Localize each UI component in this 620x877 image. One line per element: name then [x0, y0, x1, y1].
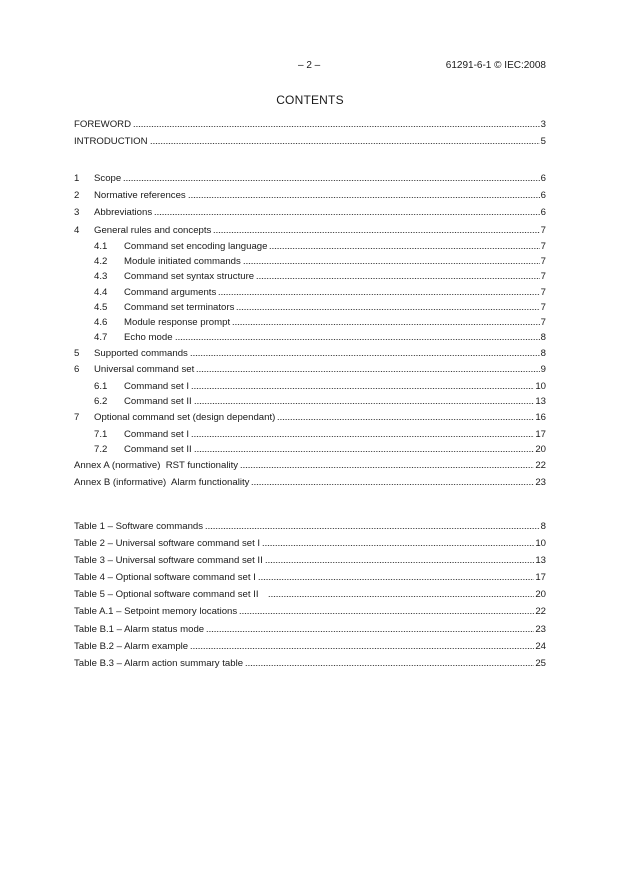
toc-page: 5 [540, 136, 546, 147]
dot-leader [190, 354, 540, 357]
toc-label: Echo mode [124, 332, 173, 343]
dot-leader [194, 450, 535, 453]
toc-label: FOREWORD [74, 119, 132, 130]
toc-entry-table[interactable] [74, 571, 546, 584]
dot-leader [154, 213, 540, 216]
toc-number: 1 [74, 173, 80, 184]
toc-number: 6.2 [94, 396, 108, 407]
toc-page: 7 [540, 302, 546, 313]
toc-label: Command arguments [124, 287, 217, 298]
toc-label: Module initiated commands [124, 256, 241, 267]
toc-page: 8 [540, 332, 546, 343]
toc-label: Abbreviations [94, 207, 153, 218]
toc-label: Table 3 – Universal software command set II [74, 555, 263, 566]
toc-number: 4.5 [94, 302, 108, 313]
toc-number: 4.1 [94, 241, 108, 252]
toc-entry-table[interactable] [74, 657, 546, 670]
toc-label: Normative references [94, 190, 186, 201]
toc-label: Command set I [124, 429, 190, 440]
toc-number: 4.7 [94, 332, 108, 343]
toc-entry-table[interactable] [74, 623, 546, 636]
toc-label: Command set I [124, 381, 190, 392]
toc-number: 7.1 [94, 429, 108, 440]
toc-entry-section[interactable] [74, 363, 546, 376]
toc-label: General rules and concepts [94, 225, 212, 236]
toc-entry-table[interactable] [74, 640, 546, 653]
toc-entry-subsection[interactable] [74, 395, 546, 408]
toc-entry-section[interactable] [74, 172, 546, 185]
toc-entry-subsection[interactable] [74, 380, 546, 393]
toc-entry-subsection[interactable] [74, 443, 546, 456]
dot-leader [243, 262, 540, 265]
toc-number: 7 [74, 412, 80, 423]
toc-page: 7 [540, 225, 546, 236]
dot-leader [245, 664, 534, 667]
document-reference: 61291-6-1 © IEC:2008 [445, 60, 546, 71]
toc-label: Annex A (normative) RST functionality [74, 460, 239, 471]
toc-entry-subsection[interactable] [74, 316, 546, 329]
toc-page: 3 [540, 119, 546, 130]
toc-page: 7 [540, 317, 546, 328]
dot-leader [194, 402, 535, 405]
dot-leader [236, 308, 539, 311]
toc-page: 20 [535, 444, 546, 455]
dot-leader [175, 338, 540, 341]
toc-page: 6 [540, 190, 546, 201]
toc-number: 6 [74, 364, 80, 375]
toc-entry-section[interactable] [74, 189, 546, 202]
toc-label: Command set II [124, 396, 192, 407]
toc-label: Table 4 – Optional software command set I [74, 572, 256, 583]
toc-number: 6.1 [94, 381, 108, 392]
toc-entry-subsection[interactable] [74, 240, 546, 253]
toc-page: 24 [535, 641, 546, 652]
toc-page: 7 [540, 287, 546, 298]
toc-page: 22 [535, 606, 546, 617]
toc-label: Command set terminators [124, 302, 235, 313]
dot-leader [123, 179, 539, 182]
toc-label: Table 2 – Universal software command set I [74, 538, 261, 549]
toc-entry-table[interactable] [74, 554, 546, 567]
dot-leader [268, 595, 535, 598]
dot-leader [150, 142, 540, 145]
dot-leader [239, 612, 534, 615]
toc-label: Optional command set (design dependant) [94, 412, 276, 423]
toc-number: 4 [74, 225, 80, 236]
toc-label: Command set syntax structure [124, 271, 255, 282]
dot-leader [190, 647, 534, 650]
toc-entry-section[interactable] [74, 224, 546, 237]
toc-label: Table A.1 – Setpoint memory locations [74, 606, 238, 617]
toc-entry-introduction[interactable] [74, 135, 546, 148]
toc-page: 10 [535, 538, 546, 549]
toc-page: 7 [540, 241, 546, 252]
page-number: – 2 – [298, 60, 321, 71]
toc-page: 20 [535, 589, 546, 600]
toc-entry-table[interactable] [74, 605, 546, 618]
dot-leader [262, 544, 534, 547]
dot-leader [205, 527, 540, 530]
toc-number: 7.2 [94, 444, 108, 455]
dot-leader [258, 578, 534, 581]
dot-leader [277, 418, 534, 421]
dot-leader [213, 231, 539, 234]
toc-label: Table B.2 – Alarm example [74, 641, 189, 652]
toc-label: Command set encoding language [124, 241, 268, 252]
contents-title: CONTENTS [276, 93, 344, 107]
toc-label: INTRODUCTION [74, 136, 148, 147]
toc-label: Supported commands [94, 348, 188, 359]
dot-leader [240, 466, 534, 469]
toc-entry-subsection[interactable] [74, 255, 546, 268]
toc-label: Table B.3 – Alarm action summary table [74, 658, 244, 669]
dot-leader [218, 293, 539, 296]
toc-page: 25 [535, 658, 546, 669]
dot-leader [191, 435, 534, 438]
toc-number: 4.3 [94, 271, 108, 282]
toc-entry-subsection[interactable] [74, 428, 546, 441]
toc-entry-annex-b[interactable] [74, 476, 546, 489]
dot-leader [188, 196, 540, 199]
toc-entry-section[interactable] [74, 206, 546, 219]
toc-page: 6 [540, 173, 546, 184]
dot-leader [269, 247, 539, 250]
toc-page: 23 [535, 477, 546, 488]
dot-leader [191, 387, 534, 390]
toc-entry-table[interactable] [74, 588, 546, 601]
toc-number: 4.4 [94, 287, 108, 298]
toc-entry-subsection[interactable] [74, 331, 546, 344]
toc-entry-subsection[interactable] [74, 301, 546, 314]
dot-leader [133, 125, 540, 128]
toc-page: 22 [535, 460, 546, 471]
toc-page: 17 [535, 429, 546, 440]
toc-label: Scope [94, 173, 122, 184]
toc-entry-subsection[interactable] [74, 286, 546, 299]
dot-leader [232, 323, 540, 326]
toc-number: 2 [74, 190, 80, 201]
toc-page: 7 [540, 271, 546, 282]
toc-page: 8 [540, 348, 546, 359]
dot-leader [206, 630, 534, 633]
toc-entry-table[interactable] [74, 537, 546, 550]
toc-entry-annex-a[interactable] [74, 459, 546, 472]
dot-leader [251, 483, 534, 486]
dot-leader [256, 277, 540, 280]
toc-label: Command set II [124, 444, 192, 455]
toc-number: 3 [74, 207, 80, 218]
toc-page: 6 [540, 207, 546, 218]
toc-label: Universal command set [94, 364, 195, 375]
toc-label: Module response prompt [124, 317, 231, 328]
toc-label: Table 5 – Optional software command set II [74, 589, 259, 600]
toc-number: 4.6 [94, 317, 108, 328]
toc-page: 8 [540, 521, 546, 532]
dot-leader [265, 561, 535, 564]
toc-page: 23 [535, 624, 546, 635]
toc-page: 10 [535, 381, 546, 392]
toc-entry-foreword[interactable] [74, 118, 546, 131]
toc-page: 13 [535, 555, 546, 566]
toc-label: Table B.1 – Alarm status mode [74, 624, 205, 635]
toc-entry-table[interactable] [74, 520, 546, 533]
toc-entry-subsection[interactable] [74, 270, 546, 283]
toc-page: 9 [540, 364, 546, 375]
toc-entry-section[interactable] [74, 411, 546, 424]
toc-page: 16 [535, 412, 546, 423]
page-header [74, 60, 546, 74]
toc-label: Table 1 – Software commands [74, 521, 204, 532]
toc-page: 13 [535, 396, 546, 407]
toc-page: 7 [540, 256, 546, 267]
toc-number: 5 [74, 348, 80, 359]
toc-number: 4.2 [94, 256, 108, 267]
toc-entry-section[interactable] [74, 347, 546, 360]
dot-leader [196, 370, 539, 373]
toc-label: Annex B (informative) Alarm functionality [74, 477, 250, 488]
toc-page: 17 [535, 572, 546, 583]
